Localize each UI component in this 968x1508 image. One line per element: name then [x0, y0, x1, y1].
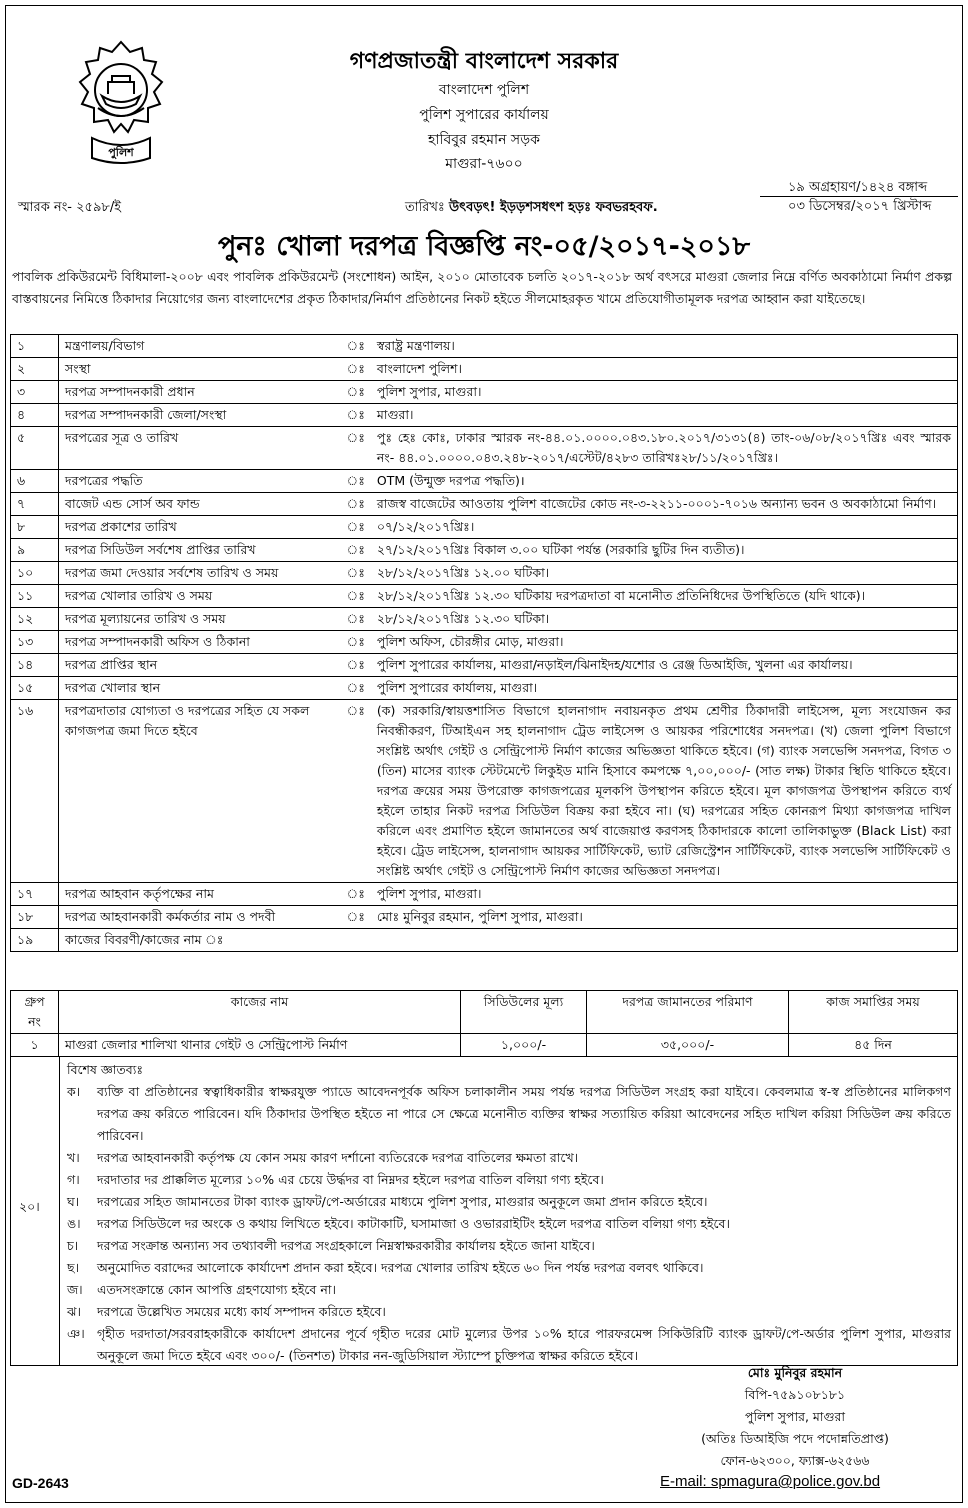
- group-header-row: [11, 991, 958, 1034]
- item-number: ১৪: [11, 654, 59, 677]
- item-number: ১৯: [11, 929, 59, 952]
- note-text: দরপত্র সিডিউলে দর অংকে ও কথায় লিখিতে হইবে। কাটাকাটি, ঘসামাজা ও ওভাররাইটিং হইলে দরপত্র বাতিল বলিয়া গণ্য হইবে।: [97, 1216, 730, 1231]
- item-row: [11, 608, 958, 631]
- note-text: দরদাতার দর প্রাক্কলিত মূল্যের ১০% এর চেয়ে উর্দ্ধদর বা নিম্নদর হইলে দরপত্র বাতিল বলিয়া গণ্য হইবে।: [97, 1172, 604, 1187]
- item-colon: ঃ: [341, 358, 371, 381]
- item-label: কাজের বিবরণী/কাজের নাম ঃ: [59, 929, 958, 952]
- group-fee: ১,০০০/-: [461, 1034, 587, 1057]
- item-value: OTM (উন্মুক্ত দরপত্র পদ্ধতি)।: [371, 470, 958, 493]
- item-row: [11, 539, 958, 562]
- group-table: [10, 990, 958, 1057]
- item-row: [11, 470, 958, 493]
- memo-number: স্মারক নং- ২৫৯৮/ই: [18, 200, 122, 215]
- note-text: দরপত্র আহবানকারী কর্তৃপক্ষ যে কোন সময় কারণ দর্শানো ব্যতিরেকে দরপত্র বাতিলের ক্ষমতা রাখে।: [97, 1150, 579, 1165]
- item-colon: ঃ: [341, 381, 371, 404]
- note-item: [67, 1257, 951, 1279]
- intro-paragraph: পাবলিক প্রকিউরমেন্ট বিধিমালা-২০০৮ এবং পাবলিক প্রকিউরমেন্ট (সংশোধন) আইন, ২০১০ মোতাবেক চলতি ২০১৭-২০১৮ অর্থ বৎসরে মাগুরা জেলার নিম্নে বর্ণিত অবকাঠামো নির্মাণ প্রকল্প বাস্তবায়নের নিমিত্তে ঠিকাদার নিয়োগের জন্য বাংলাদেশের প্রকৃত ঠিকাদার/নির্মাণ প্রতিষ্ঠানের নিকট হইতে সীলমোহরকৃত খামে প্রতিযোগীতামূলক দরপত্র আহ্বান করা যাইতেছে।: [12, 269, 952, 306]
- item-value: মাগুরা।: [371, 404, 958, 427]
- item-colon: ঃ: [341, 562, 371, 585]
- dept-line: বাংলাদেশ পুলিশ: [438, 82, 530, 98]
- item-number: ১৮: [11, 906, 59, 929]
- item-label: দরপত্র আহবানকারী কর্মকর্তার নাম ও পদবী: [59, 906, 341, 929]
- note-key: ছ।: [67, 1260, 80, 1275]
- group-row: [11, 1034, 958, 1057]
- item-number: ৪: [11, 404, 59, 427]
- note-key: ক।: [67, 1084, 81, 1099]
- note-key: খ।: [67, 1150, 80, 1165]
- signatory-phone: ফোন-৬২৩০০, ফ্যাক্স-৬২৫৬৬: [720, 1453, 870, 1468]
- office-line: পুলিশ সুপারের কার্যালয়: [419, 107, 549, 123]
- item-colon: ঃ: [341, 404, 371, 427]
- note-text: ব্যক্তি বা প্রতিষ্ঠানের স্বত্বাধিকারীর স্বাক্ষরযুক্ত প্যাডে আবেদনপূর্বক অফিস চলাকালীন সময় পর্যন্ত দরপত্র সিডিউল সংগ্রহ করা যাইবে। কেবলমাত্র স্ব-স্ব প্রতিষ্ঠানের মালিকগণ দরপত্র ক্রয় করিতে পারিবেন। যদি ঠিকাদার উপস্থিত হইতে না পারে সে ক্ষেত্রে মনোনীত ব্যক্তির স্বাক্ষর সত্যায়িত করিয়া আবেদনের সহিত দাখিল করিয়া সিডিউল ক্রয় করিতে পারিবেন।: [97, 1084, 951, 1143]
- note-item: [67, 1081, 951, 1147]
- item-label: মন্ত্রণালয়/বিভাগ: [59, 335, 341, 358]
- note-item: [67, 1301, 951, 1323]
- signatory-note: (অতিঃ ডিআইজি পদে পদোন্নতিপ্রাপ্ত): [701, 1431, 889, 1446]
- item-colon: ঃ: [341, 608, 371, 631]
- note-item: [67, 1235, 951, 1257]
- item-row: [11, 677, 958, 700]
- note-key: চ।: [67, 1238, 79, 1253]
- item-value: ২৭/১২/২০১৭খ্রিঃ বিকাল ৩.০০ ঘটিকা পর্যন্ত (সরকারি ছুটির দিন ব্যতীত)।: [371, 539, 958, 562]
- item-row: [11, 493, 958, 516]
- item-row: [11, 427, 958, 470]
- item-label: দরপত্র খোলার তারিখ ও সময়: [59, 585, 341, 608]
- signatory-designation: পুলিশ সুপার, মাগুরা: [744, 1409, 846, 1424]
- notes-heading: বিশেষ জ্ঞাতব্যঃ: [67, 1062, 144, 1077]
- note-text: গৃহীত দরদাতা/সরবরাহকারীকে কার্যাদেশ প্রদানের পূর্বে গৃহীত দরের মোট মুল্যের উপর ১০% হারে পারফরমেন্স সিকিউরিটি ব্যাংক ড্রাফট/পে-অর্ডার পুলিশ সুপার, মাগুরার অনুকূলে জমা দিতে হইবে এবং ৩০০/- (তিনশত) টাকার নন-জুডিসিয়াল স্ট্যাম্পে চুক্তিপত্র স্বাক্ষর করিতে হইবে।: [97, 1326, 951, 1363]
- item-label: দরপত্রের সূত্র ও তারিখ: [59, 427, 341, 470]
- item-row: [11, 700, 958, 883]
- item-label: দরপত্র প্রাপ্তির স্থান: [59, 654, 341, 677]
- item-colon: ঃ: [341, 539, 371, 562]
- group-header-no: গ্রুপ নং: [11, 991, 59, 1034]
- item-label: দরপত্র সম্পাদনকারী প্রধান: [59, 381, 341, 404]
- item-value: ০৭/১২/২০১৭খ্রিঃ।: [371, 516, 958, 539]
- city-line: মাগুরা-৭৬০০: [445, 156, 523, 172]
- item-row: [11, 585, 958, 608]
- note-key: ঘ।: [67, 1194, 80, 1209]
- item-value: পুলিশ সুপারের কার্যালয়, মাগুরা।: [371, 677, 958, 700]
- item-value: মোঃ মুনিবুর রহমান, পুলিশ সুপার, মাগুরা।: [371, 906, 958, 929]
- group-header-security: দরপত্র জামানতের পরিমাণ: [587, 991, 789, 1034]
- item-number: ৬: [11, 470, 59, 493]
- item-colon: ঃ: [341, 700, 371, 883]
- item-row: [11, 906, 958, 929]
- item-colon: ঃ: [341, 654, 371, 677]
- road-line: হাবিবুর রহমান সড়ক: [428, 132, 540, 148]
- item-colon: ঃ: [341, 427, 371, 470]
- item-colon: ঃ: [341, 677, 371, 700]
- item-number: ১১: [11, 585, 59, 608]
- item-row: [11, 516, 958, 539]
- item-label: দরপত্র আহবান কর্তৃপক্ষের নাম: [59, 883, 341, 906]
- date-bangla: ১৯ অগ্রহায়ণ/১৪২৪ বঙ্গাব্দ: [760, 178, 958, 197]
- item-number: ১: [11, 335, 59, 358]
- item-row: [11, 381, 958, 404]
- item-label: দরপত্রের পদ্ধতি: [59, 470, 341, 493]
- item-colon: ঃ: [341, 516, 371, 539]
- item-colon: ঃ: [341, 335, 371, 358]
- govt-heading: গণপ্রজাতন্ত্রী বাংলাদেশ সরকার: [349, 49, 619, 74]
- item-row: [11, 335, 958, 358]
- item-label: দরপত্র সম্পাদনকারী জেলা/সংস্থা: [59, 404, 341, 427]
- svg-text:পুলিশ: পুলিশ: [108, 146, 134, 159]
- footer-code: GD-2643: [12, 1475, 69, 1491]
- item-label: দরপত্র সিডিউল সর্বশেষ প্রাপ্তির তারিখ: [59, 539, 341, 562]
- item-label: দরপত্র মূল্যায়নের তারিখ ও সময়: [59, 608, 341, 631]
- item-value: পুলিশ সুপারের কার্যালয়, মাগুরা/নড়াইল/ঝিনাইদহ/যশোর ও রেঞ্জ ডিআইজি, খুলনা এর কার্যালয়।: [371, 654, 958, 677]
- note-item: [67, 1169, 951, 1191]
- group-duration: ৪৫ দিন: [789, 1034, 958, 1057]
- item-value: বাংলাদেশ পুলিশ।: [371, 358, 958, 381]
- item-colon: ঃ: [341, 470, 371, 493]
- signatory-name: মোঃ মুনিবুর রহমান: [747, 1365, 843, 1380]
- date-garbled: উৎবড়ৎ! ইড়ড়শসধৎশ হড়ঃ ফবভরহবফ.: [449, 200, 658, 215]
- special-notes: [10, 1056, 958, 1366]
- date-english: ০৩ ডিসেম্বর/২০১৭ খ্রিস্টাব্দ: [788, 199, 932, 214]
- item-value: পুলিশ সুপার, মাগুরা।: [371, 381, 958, 404]
- note-text: দরপত্রে উল্লেখিত সময়ের মধ্যে কার্য সম্পাদন করিতে হইবে।: [97, 1304, 386, 1319]
- note-key: ঙ।: [67, 1216, 81, 1231]
- item-number: ৯: [11, 539, 59, 562]
- note-text: দরপত্র সংক্রান্ত অন্যান্য সব তথ্যাবলী দরপত্র সংগ্রহকালে নিম্নস্বাক্ষরকারীর কার্যালয় হইতে জানা যাইবে।: [97, 1238, 595, 1253]
- item-colon: ঃ: [341, 493, 371, 516]
- note-item: [67, 1213, 951, 1235]
- item-row: [11, 562, 958, 585]
- item-row: [11, 358, 958, 381]
- item-number: ৫: [11, 427, 59, 470]
- item-number: ১৭: [11, 883, 59, 906]
- item-label: দরপত্রদাতার যোগ্যতা ও দরপত্রের সহিত যে সকল কাগজপত্র জমা দিতে হইবে: [59, 700, 341, 883]
- item-value: পুলিশ সুপার, মাগুরা।: [371, 883, 958, 906]
- item-value: ২৮/১২/২০১৭খ্রিঃ ১২.০০ ঘটিকা।: [371, 562, 958, 585]
- item-value: পুলিশ অফিস, চৌরঙ্গীর মোড়, মাগুরা।: [371, 631, 958, 654]
- item-value: পুঃ হেঃ কোঃ, ঢাকার স্মারক নং-৪৪.০১.০০০০.০৪৩.১৮০.২০১৭/৩১৩১(৪) তাং-০৬/০৮/২০১৭খ্রিঃ এবং স্মারক নং- ৪৪.০১.০০০০.০৪৩.২৪৮-২০১৭/এস্টেট/৪২৮৩ তারিখঃ২৮/১১/২০১৭খ্রিঃ।: [371, 427, 958, 470]
- group-security: ৩৫,০০০/-: [587, 1034, 789, 1057]
- group-work: মাগুরা জেলার শালিখা থানার গেইট ও সেন্ট্রিপোস্ট নির্মাণ: [59, 1034, 461, 1057]
- email-link[interactable]: E-mail: spmagura@police.gov.bd: [660, 1473, 881, 1490]
- item-number: ৭: [11, 493, 59, 516]
- note-key: ঝ।: [67, 1304, 81, 1319]
- item-number: ৩: [11, 381, 59, 404]
- note-key: গ।: [67, 1172, 80, 1187]
- group-no: ১: [11, 1034, 59, 1057]
- item-number: ১২: [11, 608, 59, 631]
- item-label: দরপত্র জমা দেওয়ার সর্বশেষ তারিখ ও সময়: [59, 562, 341, 585]
- item-value: (ক) সরকারি/স্বায়ত্তশাসিত বিভাগে হালনাগাদ নবায়নকৃত প্রথম শ্রেণীর ঠিকাদারী লাইসেন্স, মূল্য সংযোজন কর নিবন্ধীকরণ, টিআইএন সহ হালনাগাদ ট্রেড লাইসেন্স ও আয়কর পরিশোধের সনদপত্র। (খ) জেলা পুলিশ বিভাগে সংশ্লিষ্ট অর্থাৎ গেইট ও সেন্ট্রিপোস্ট নির্মাণ কাজের অভিজ্ঞতা থাকিতে হইবে। (গ) ব্যাংক সলভেন্সি সনদপত্র, বিগত ৩ (তিন) মাসের ব্যাংক স্টেটমেন্টে লিকুইড মানি হিসাবে কমপক্ষে ৭,০০,০০০/- (সাত লক্ষ) টাকার স্থিতি থাকিতে হইবে। দরপত্র ক্রয়ের সময় উপরোক্ত কাগজপত্রের মূলকপি উপস্থাপন করিতে হইবে। মূল কাগজপত্র উপস্থাপন করিতে ব্যর্থ হইলে তাহার নিকট দরপত্র সিডিউল বিক্রয় করা হইবে না। (ঘ) দরপত্রের সহিত কোনরূপ মিথ্যা কাগজপত্র দাখিল করিলে এবং প্রমাণিত হইলে জামানতের অর্থ বাজেয়াপ্ত করণসহ ঠিকাদারকে কালো তালিকাভুক্ত (Black List) করা হইবে। ট্রেড লাইসেন্স, হালনাগাদ আয়কর সার্টিফিকেট, ভ্যাট রেজিস্ট্রেশন সার্টিফিকেট, ব্যাংক সলভেন্সি সার্টিফিকেট ও সংশ্লিষ্ট অর্থাৎ গেইট ও সেন্ট্রিপোস্ট নির্মাণ কাজের অভিজ্ঞতা সনদপত্র।: [371, 700, 958, 883]
- note-text: দরপত্রের সহিত জামানতের টাকা ব্যাংক ড্রাফট/পে-অর্ডারের মাধ্যমে পুলিশ সুপার, মাগুরার অনুকূলে জমা প্রদান করিতে হইবে।: [97, 1194, 708, 1209]
- item-row: [11, 883, 958, 906]
- item-colon: ঃ: [341, 585, 371, 608]
- tender-items-table: [10, 334, 958, 952]
- item-label: দরপত্র সম্পাদনকারী অফিস ও ঠিকানা: [59, 631, 341, 654]
- item-value: স্বরাষ্ট্র মন্ত্রণালয়।: [371, 335, 958, 358]
- item-value: ২৮/১২/২০১৭খ্রিঃ ১২.৩০ ঘটিকায় দরপত্রদাতা বা মনোনীত প্রতিনিধিদের উপস্থিতিতে (যদি থাকে)।: [371, 585, 958, 608]
- item-number: ১০: [11, 562, 59, 585]
- date-label: তারিখঃ উৎবড়ৎ! ইড়ড়শসধৎশ হড়ঃ ফবভরহবফ.: [405, 200, 658, 215]
- note-item: [67, 1147, 951, 1169]
- note-item: [67, 1279, 951, 1301]
- item-number: ৮: [11, 516, 59, 539]
- item-number: ১৫: [11, 677, 59, 700]
- item-row: [11, 631, 958, 654]
- item-row: [11, 654, 958, 677]
- date-box: [760, 178, 958, 216]
- item-colon: ঃ: [341, 883, 371, 906]
- item-label: দরপত্র প্রকাশের তারিখ: [59, 516, 341, 539]
- note-text: অনুমোদিত বরাদ্দের আলোকে কার্যাদেশ প্রদান করা হইবে। দরপত্র খোলার তারিখ হইতে ৬০ দিন পর্যন্ত দরপত্র বলবৎ থাকিবে।: [97, 1260, 704, 1275]
- item-colon: ঃ: [341, 631, 371, 654]
- item-label: সংস্থা: [59, 358, 341, 381]
- group-header-duration: কাজ সমাপ্তির সময়: [789, 991, 958, 1034]
- item-label: বাজেট এন্ড সোর্স অব ফান্ড: [59, 493, 341, 516]
- group-header-fee: সিডিউলের মূল্য: [461, 991, 587, 1034]
- item-value: ২৮/১২/২০১৭খ্রিঃ ১২.৩০ ঘটিকা।: [371, 608, 958, 631]
- item-value: রাজস্ব বাজেটের আওতায় পুলিশ বাজেটের কোড নং-৩-২২১১-০০০১-৭০১৬ অন্যান্য ভবন ও অবকাঠামো নির্মাণ।: [371, 493, 958, 516]
- signatory-bp: বিপি-৭৫৯১০৮১৮১: [744, 1387, 846, 1402]
- notice-title: পুনঃ খোলা দরপত্র বিজ্ঞপ্তি নং-০৫/২০১৭-২০১৮: [217, 231, 751, 262]
- notes-number: ২০।: [19, 1199, 40, 1214]
- group-header-work: কাজের নাম: [59, 991, 461, 1034]
- note-key: জ।: [67, 1282, 83, 1297]
- note-key: ঞ।: [67, 1326, 85, 1341]
- item-number: ২: [11, 358, 59, 381]
- item-number: ১৩: [11, 631, 59, 654]
- item-row-19: [11, 929, 958, 952]
- item-label: দরপত্র খোলার স্থান: [59, 677, 341, 700]
- item-colon: ঃ: [341, 906, 371, 929]
- note-text: এতদসংক্রান্তে কোন আপত্তি গ্রহণযোগ্য হইবে না।: [97, 1282, 336, 1297]
- note-item: [67, 1323, 951, 1367]
- item-number: ১৬: [11, 700, 59, 883]
- note-item: [67, 1191, 951, 1213]
- item-row: [11, 404, 958, 427]
